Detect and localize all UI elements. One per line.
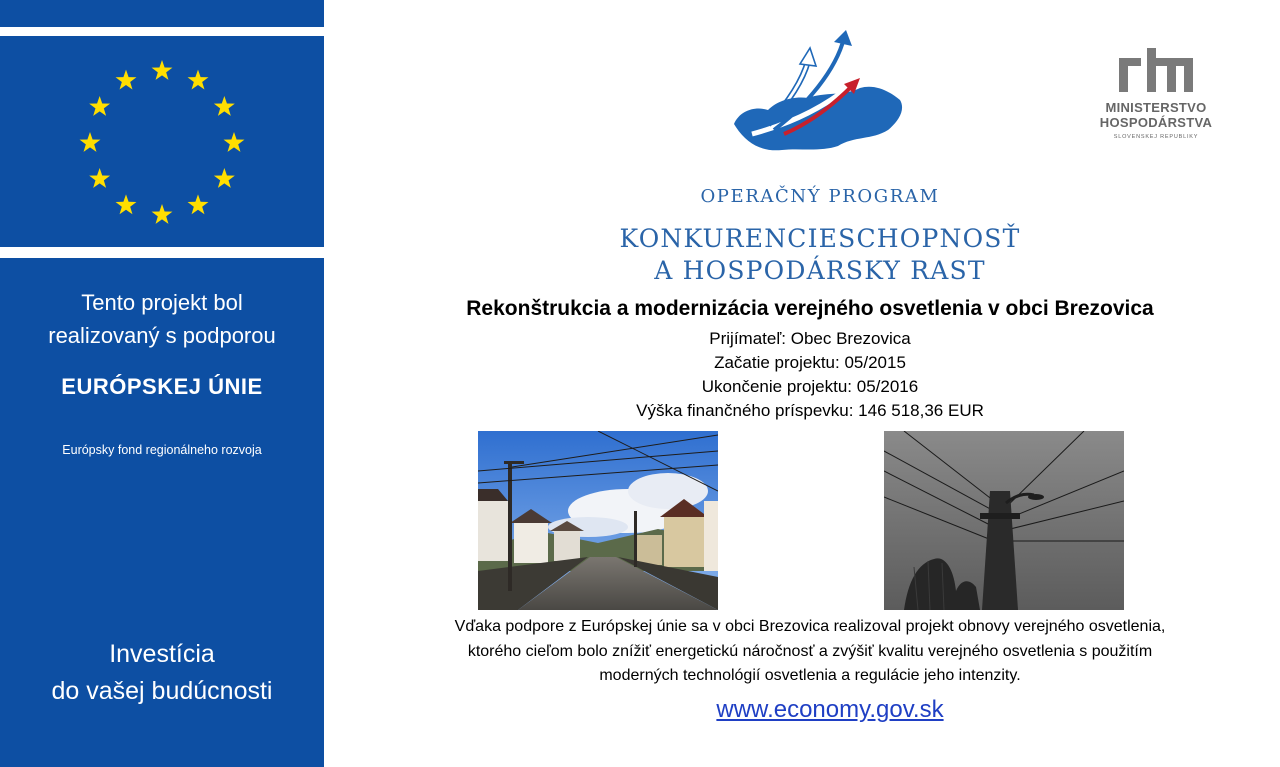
program-name-line2: A HOSPODÁRSKY RAST bbox=[654, 256, 986, 285]
project-title: Rekonštrukcia a modernizácia verejného osvetlenia v obci Brezovica bbox=[466, 297, 1154, 320]
eu-heading: EURÓPSKEJ ÚNIE bbox=[61, 374, 263, 399]
project-recipient: Prijímateľ: Obec Brezovica bbox=[709, 329, 911, 348]
lamp-post-photo bbox=[884, 431, 1124, 610]
fund-name: Európsky fond regionálneho rozvoja bbox=[62, 443, 262, 457]
program-name-line1: KONKURENCIESCHOPNOSŤ bbox=[619, 224, 1021, 253]
eu-support-panel bbox=[0, 258, 324, 767]
project-start: Začatie projektu: 05/2015 bbox=[714, 353, 906, 372]
eu-star-icon bbox=[89, 168, 110, 188]
eu-star-icon bbox=[188, 70, 209, 90]
ministry-logo bbox=[1096, 48, 1216, 140]
eu-star-icon bbox=[214, 168, 235, 188]
description-line1: Vďaka podpore z Európskej únie sa v obci Brezovica realizoval projekt obnovy verejného osvetlenia, bbox=[454, 618, 1166, 635]
eu-star-icon bbox=[152, 204, 173, 224]
eu-star-icon bbox=[116, 70, 137, 90]
eu-star-icon bbox=[116, 194, 137, 214]
eu-star-icon bbox=[152, 60, 173, 80]
support-intro-line2: realizovaný s podporou bbox=[48, 323, 276, 348]
eu-star-icon bbox=[80, 132, 101, 152]
eu-flag bbox=[0, 36, 324, 247]
support-intro-line1: Tento projekt bol bbox=[81, 290, 243, 315]
project-end: Ukončenie projektu: 05/2016 bbox=[701, 377, 919, 396]
project-amount: Výška finančného príspevku: 146 518,36 EUR bbox=[636, 401, 984, 420]
street-photo bbox=[478, 431, 718, 610]
support-intro bbox=[0, 286, 324, 352]
slogan-line1: Investícia bbox=[109, 640, 215, 668]
eu-star-icon bbox=[188, 194, 209, 214]
eu-stars-icon bbox=[79, 60, 245, 226]
growth-arrows-map-icon bbox=[722, 26, 912, 156]
description-line3: moderných technológií osvetlenia a regulácie jeho intenzity. bbox=[599, 667, 1021, 684]
ministry-emblem-icon bbox=[1119, 48, 1193, 92]
ministry-name-line1: MINISTERSTVO bbox=[1105, 100, 1207, 115]
ministry-name-line3: SLOVENSKEJ REPUBLIKY bbox=[1113, 134, 1199, 140]
ministry-name-line2: HOSPODÁRSTVA bbox=[1099, 115, 1213, 130]
eu-star-icon bbox=[224, 132, 245, 152]
street-photo-icon bbox=[478, 431, 718, 610]
op-program-logo bbox=[722, 26, 912, 161]
eu-star-icon bbox=[89, 96, 110, 116]
eu-sidebar bbox=[0, 0, 324, 767]
slogan-line2: do vašej budúcnosti bbox=[51, 677, 273, 705]
sidebar-top-strip bbox=[0, 0, 324, 27]
lamp-post-photo-icon bbox=[884, 431, 1124, 610]
program-label: OPERAČNÝ PROGRAM bbox=[700, 186, 940, 207]
economy-website-link[interactable]: www.economy.gov.sk bbox=[716, 696, 944, 723]
eu-star-icon bbox=[214, 96, 235, 116]
description-line2: ktorého cieľom bolo znížiť energetickú náročnosť a zvýšiť kvalitu verejného osvetlenia s použitím bbox=[467, 643, 1153, 660]
investment-slogan bbox=[0, 636, 324, 710]
